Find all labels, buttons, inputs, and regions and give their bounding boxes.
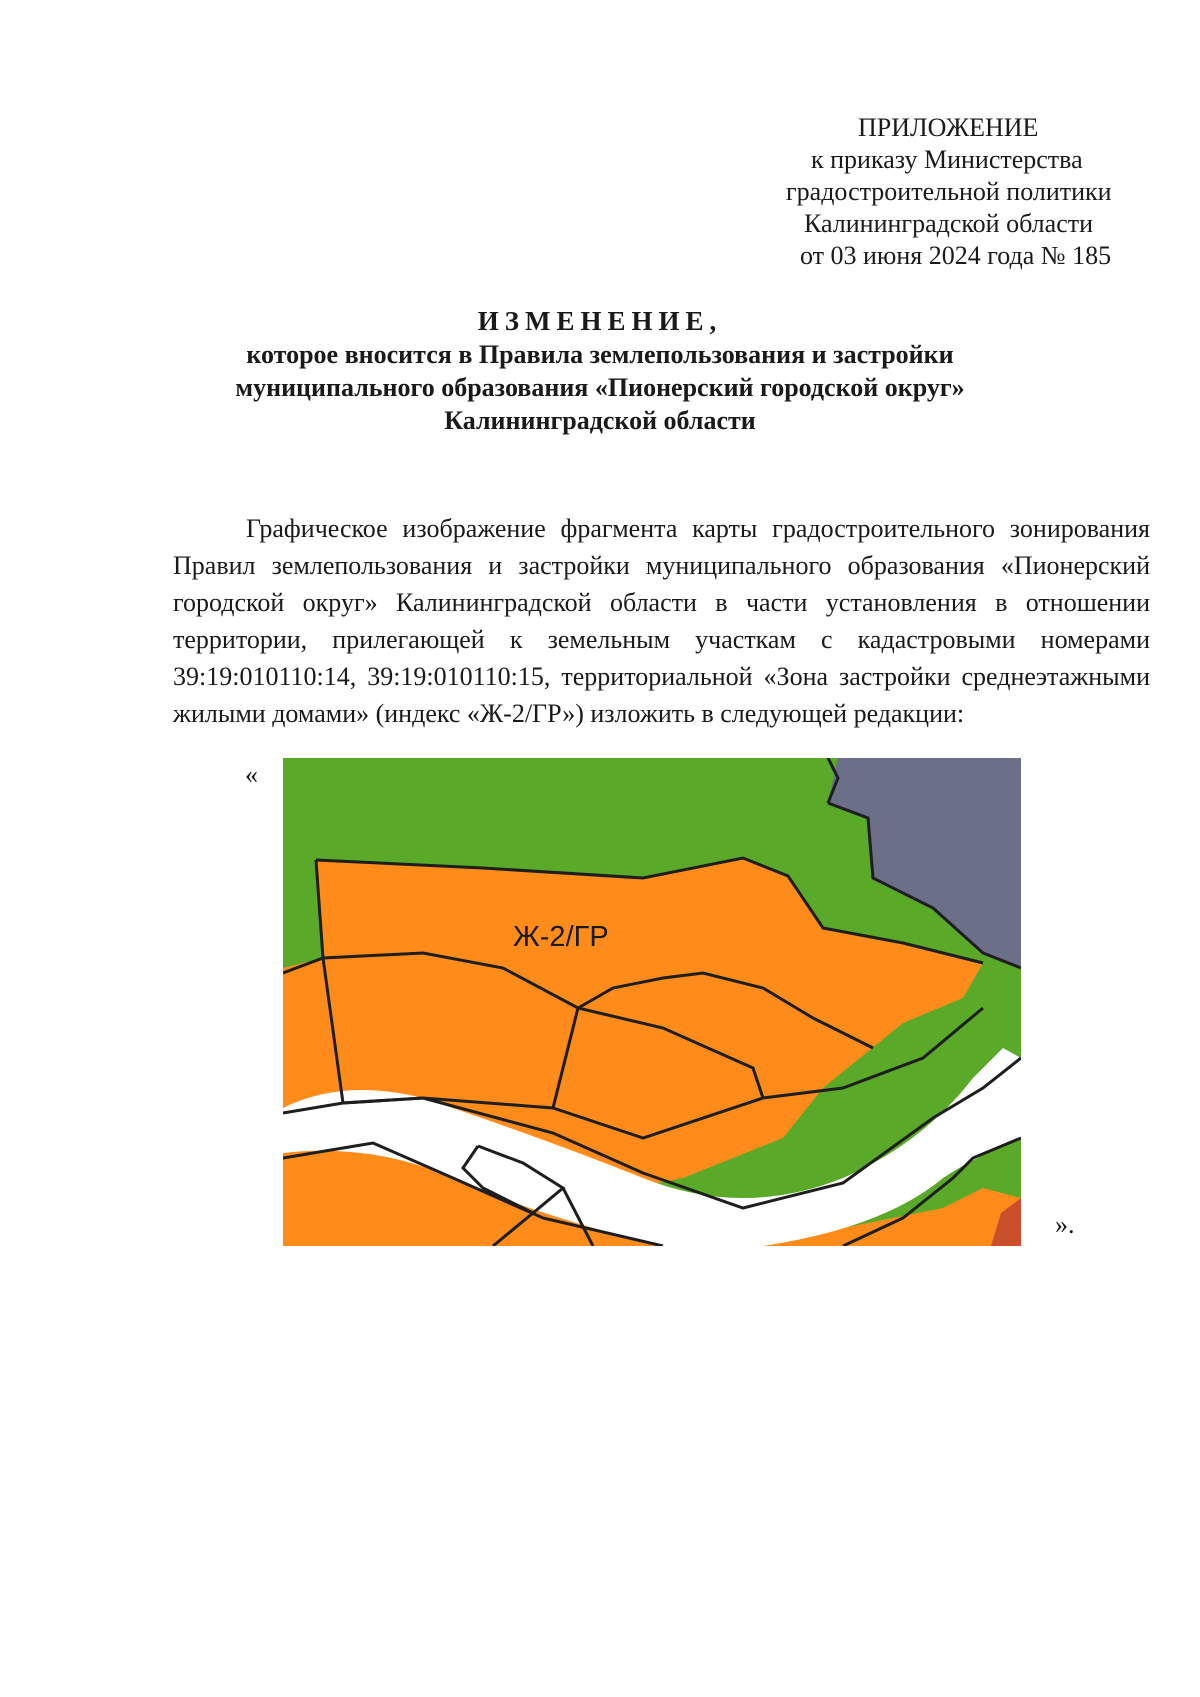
- appendix-order-ref: к приказу Министерства: [811, 145, 1083, 174]
- zoning-map: [283, 758, 1021, 1246]
- document-title: [160, 305, 1040, 437]
- title-line-1: которое вносится в Правила землепользования и застройки: [246, 340, 954, 369]
- quote-close: ».: [1055, 1210, 1075, 1239]
- appendix-region: Калининградской области: [804, 209, 1094, 238]
- quote-open: «: [245, 760, 258, 789]
- body-paragraph: Графическое изображение фрагмента карты градостроительного зонирования Правил землепользования и застройки муниципального образования «Пионерский городской округ» Калининградской области в части установления в отношении территории, прилегающей к земельным участкам с кадастровыми номерами 39:19:010110:14, 39:19:010110:15, территориальной «Зона застройки среднеэтажными жилыми домами» (индекс «Ж-2/ГР») изложить в следующей редакции:: [173, 514, 1150, 728]
- zone-label: Ж-2/ГР: [513, 921, 609, 953]
- title-main: ИЗМЕНЕНИЕ,: [477, 306, 723, 336]
- title-line-3: Калининградской области: [444, 406, 756, 435]
- appendix-date-number: от 03 июня 2024 года № 185: [800, 241, 1112, 270]
- title-line-2: муниципального образования «Пионерский городской округ»: [235, 373, 965, 402]
- appendix-title: ПРИЛОЖЕНИЕ: [858, 113, 1039, 142]
- appendix-ministry: градостроительной политики: [786, 177, 1112, 206]
- zoning-map-svg: [283, 758, 1021, 1246]
- appendix-header: [740, 112, 1140, 272]
